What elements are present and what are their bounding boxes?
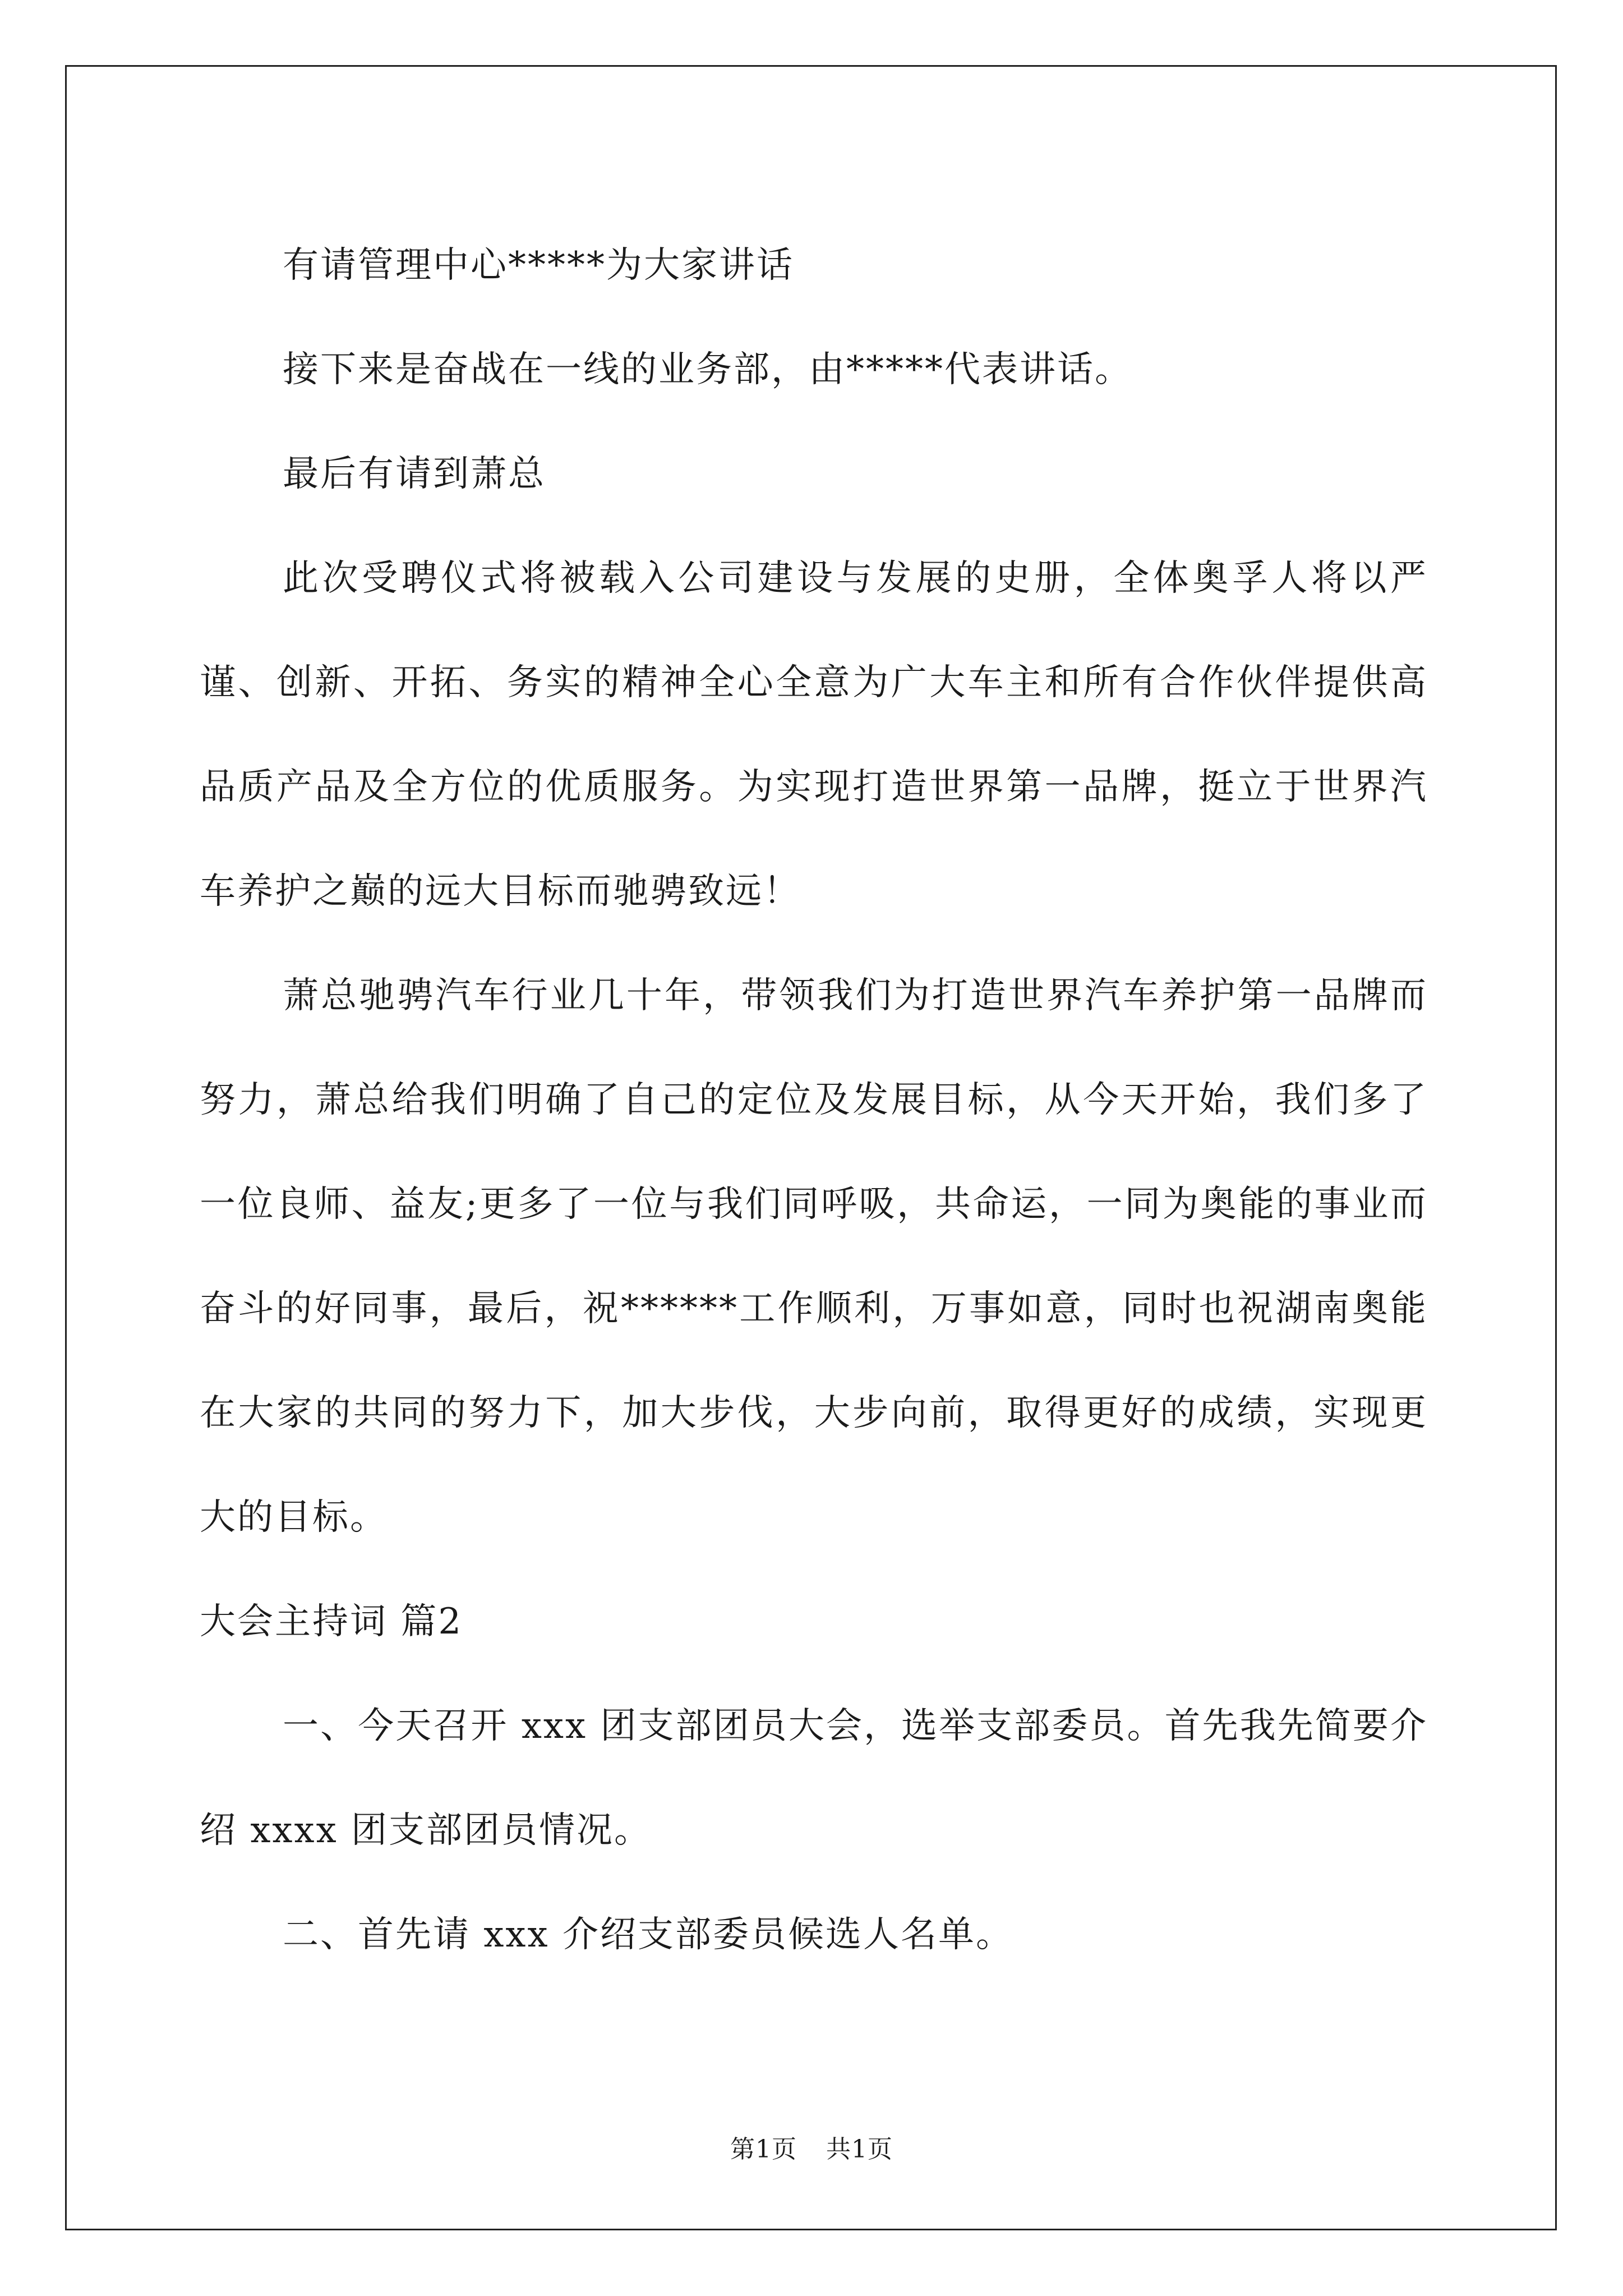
paragraph: 一、今天召开 xxx 团支部团员大会，选举支部委员。首先我先简要介绍 xxxx 团支部团员情况。	[200, 1705, 1428, 1851]
paragraph: 此次受聘仪式将被载入公司建设与发展的史册，全体奥孚人将以严谨、创新、开拓、务实的精神全心全意为广大车主和所有合作伙伴提供高品质产品及全方位的优质服务。为实现打造世界第一品牌，挺立于世界汽车养护之巅的远大目标而驰骋致远！	[200, 558, 1428, 912]
paragraph: 有请管理中心*****为大家讲话	[283, 245, 794, 286]
paragraph: 二、首先请 xxx 介绍支部委员候选人名单。	[283, 1914, 1013, 1955]
page-total: 共1页	[826, 2135, 893, 2164]
page-number: 第1页	[730, 2135, 797, 2164]
page-footer	[0, 2133, 1623, 2166]
paragraph: 萧总驰骋汽车行业几十年，带领我们为打造世界汽车养护第一品牌而努力，萧总给我们明确了自己的定位及发展目标，从今天开始，我们多了一位良师、益友;更多了一位与我们同呼吸，共命运，一同为奥能的事业而奋斗的好同事，最后，祝******工作顺利，万事如意，同时也祝湖南奥能在大家的共同的努力下，加大步伐，大步向前，取得更好的成绩，实现更大的目标。	[200, 975, 1428, 1538]
section-heading: 大会主持词 篇2	[200, 1601, 463, 1642]
paragraph: 接下来是奋战在一线的业务部，由*****代表讲话。	[283, 349, 1132, 390]
document-body	[200, 213, 1428, 1987]
paragraph: 最后有请到萧总	[283, 453, 546, 495]
